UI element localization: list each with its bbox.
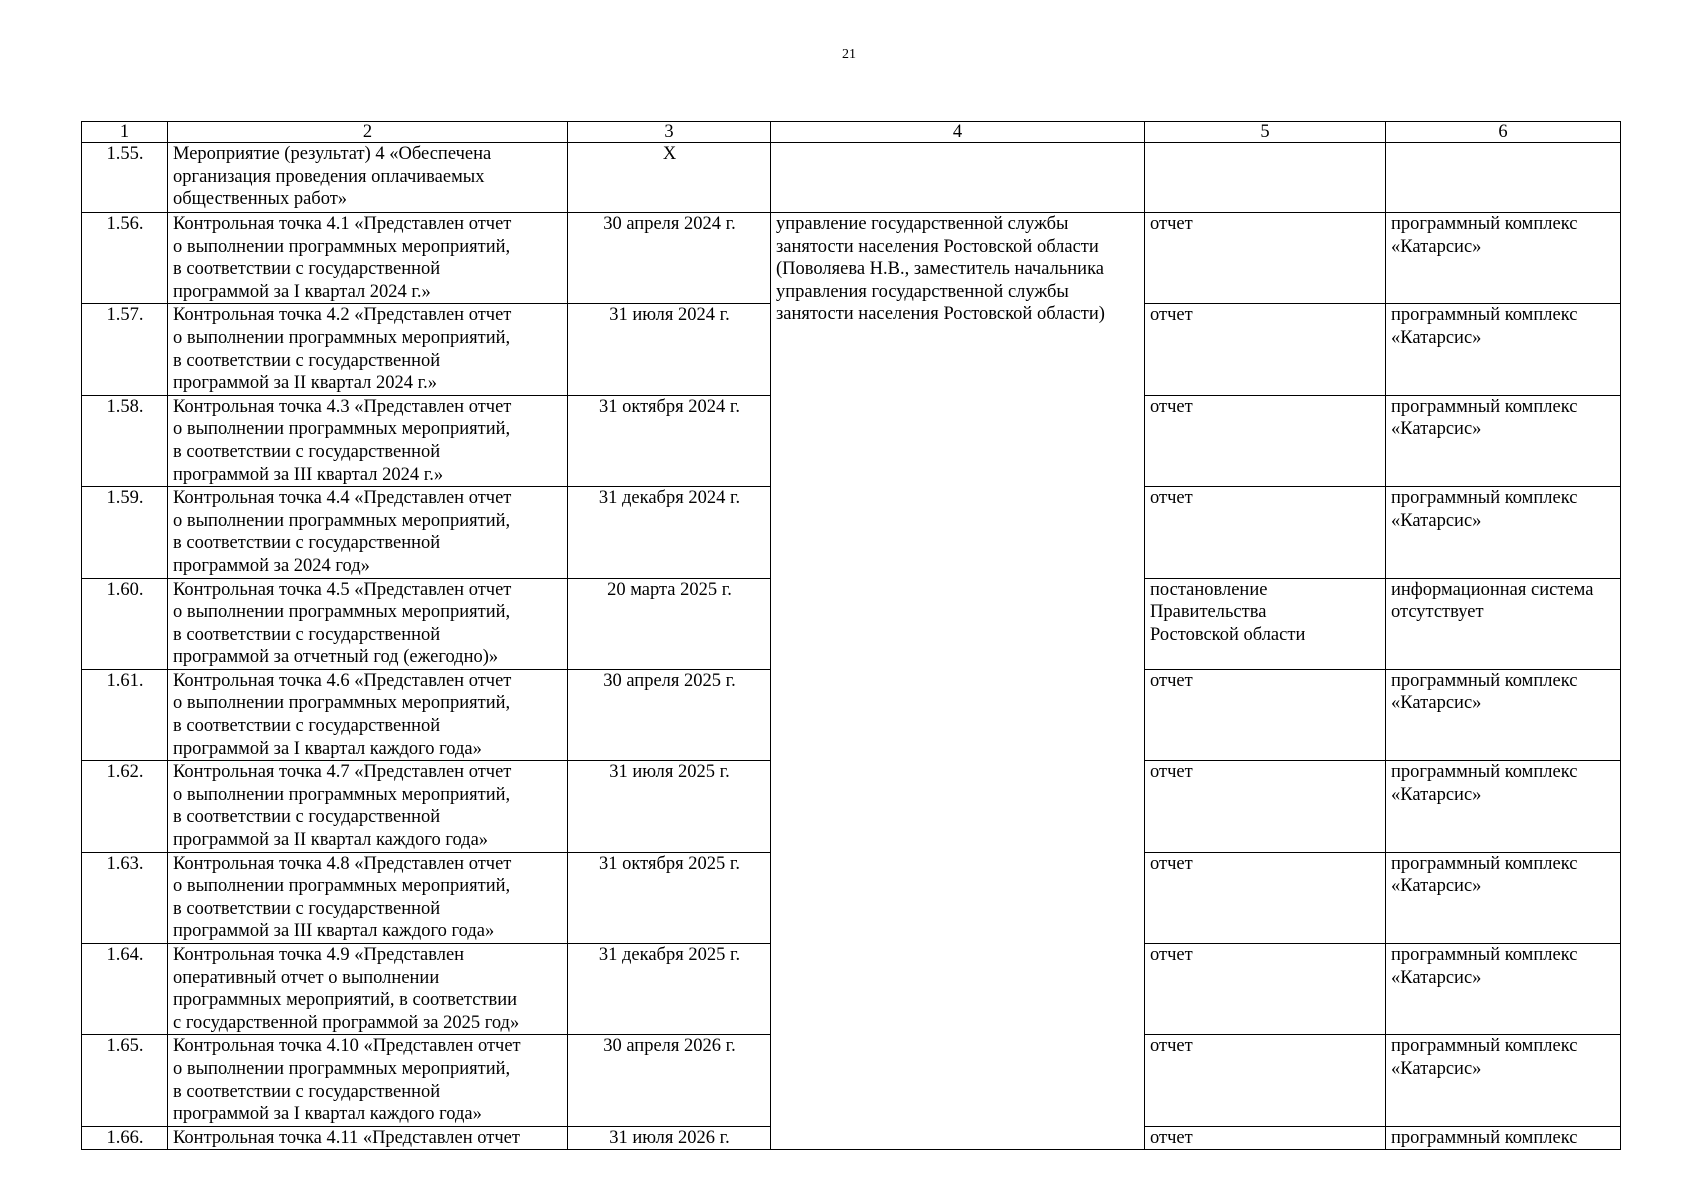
document-type: отчет xyxy=(1145,761,1386,852)
information-system: программный комплекс «Катарсис» xyxy=(1386,487,1621,578)
due-date: 31 декабря 2025 г. xyxy=(568,944,771,1035)
information-system: программный комплекс «Катарсис» xyxy=(1386,761,1621,852)
row-number: 1.62. xyxy=(82,761,168,852)
row-number: 1.64. xyxy=(82,944,168,1035)
information-system: программный комплекс «Катарсис» xyxy=(1386,304,1621,395)
row-number: 1.55. xyxy=(82,143,168,213)
event-name: Контрольная точка 4.1 «Представлен отчет о выполнении программных мероприятий, в соответствии с государственной программой за I квартал 2024 г.» xyxy=(168,213,568,304)
row-number: 1.61. xyxy=(82,669,168,760)
row-number: 1.57. xyxy=(82,304,168,395)
document-type: отчет xyxy=(1145,1035,1386,1126)
due-date: 31 июля 2026 г. xyxy=(568,1126,771,1150)
event-name: Контрольная точка 4.11 «Представлен отчет xyxy=(168,1126,568,1150)
event-name: Контрольная точка 4.4 «Представлен отчет о выполнении программных мероприятий, в соответствии с государственной программой за 2024 год» xyxy=(168,487,568,578)
row-number: 1.63. xyxy=(82,852,168,943)
due-date: 31 июля 2025 г. xyxy=(568,761,771,852)
document-type: отчет xyxy=(1145,852,1386,943)
due-date: 30 апреля 2025 г. xyxy=(568,669,771,760)
information-system: программный комплекс «Катарсис» xyxy=(1386,1035,1621,1126)
document-type: отчет xyxy=(1145,487,1386,578)
row-number: 1.66. xyxy=(82,1126,168,1150)
column-header: 3 xyxy=(568,122,771,143)
responsible-cell-empty xyxy=(771,143,1145,213)
information-system: программный комплекс «Катарсис» xyxy=(1386,395,1621,486)
information-system xyxy=(1386,143,1621,213)
row-number: 1.58. xyxy=(82,395,168,486)
document-type: отчет xyxy=(1145,395,1386,486)
column-header: 5 xyxy=(1145,122,1386,143)
event-name: Контрольная точка 4.6 «Представлен отчет о выполнении программных мероприятий, в соответствии с государственной программой за I квартал каждого года» xyxy=(168,669,568,760)
information-system: программный комплекс «Катарсис» xyxy=(1386,852,1621,943)
event-name: Мероприятие (результат) 4 «Обеспечена организация проведения оплачиваемых общественных работ» xyxy=(168,143,568,213)
event-name: Контрольная точка 4.5 «Представлен отчет о выполнении программных мероприятий, в соответствии с государственной программой за отчетный год (ежегодно)» xyxy=(168,578,568,669)
information-system: программный комплекс «Катарсис» xyxy=(1386,944,1621,1035)
due-date: 20 марта 2025 г. xyxy=(568,578,771,669)
page-number: 21 xyxy=(842,47,856,62)
due-date: 31 октября 2025 г. xyxy=(568,852,771,943)
column-header: 1 xyxy=(82,122,168,143)
row-number: 1.59. xyxy=(82,487,168,578)
due-date: 31 октября 2024 г. xyxy=(568,395,771,486)
document-type: отчет xyxy=(1145,944,1386,1035)
column-header: 2 xyxy=(168,122,568,143)
due-date: 31 июля 2024 г. xyxy=(568,304,771,395)
due-date: X xyxy=(568,143,771,213)
table-row xyxy=(82,143,1621,213)
due-date: 30 апреля 2024 г. xyxy=(568,213,771,304)
document-type xyxy=(1145,143,1386,213)
event-name: Контрольная точка 4.9 «Представлен оперативный отчет о выполнении программных мероприятий, в соответствии с государственной программой за 2025 год» xyxy=(168,944,568,1035)
information-system: программный комплекс xyxy=(1386,1126,1621,1150)
document-type: отчет xyxy=(1145,213,1386,304)
row-number: 1.56. xyxy=(82,213,168,304)
information-system: программный комплекс «Катарсис» xyxy=(1386,213,1621,304)
document-type: отчет xyxy=(1145,669,1386,760)
column-header: 6 xyxy=(1386,122,1621,143)
control-points-table xyxy=(81,121,1621,1150)
document-type: отчет xyxy=(1145,304,1386,395)
column-header: 4 xyxy=(771,122,1145,143)
due-date: 30 апреля 2026 г. xyxy=(568,1035,771,1126)
information-system: программный комплекс «Катарсис» xyxy=(1386,669,1621,760)
event-name: Контрольная точка 4.10 «Представлен отчет о выполнении программных мероприятий, в соответствии с государственной программой за I квартал каждого года» xyxy=(168,1035,568,1126)
row-number: 1.65. xyxy=(82,1035,168,1126)
event-name: Контрольная точка 4.3 «Представлен отчет о выполнении программных мероприятий, в соответствии с государственной программой за III квартал 2024 г.» xyxy=(168,395,568,486)
event-name: Контрольная точка 4.2 «Представлен отчет о выполнении программных мероприятий, в соответствии с государственной программой за II квартал 2024 г.» xyxy=(168,304,568,395)
event-name: Контрольная точка 4.8 «Представлен отчет о выполнении программных мероприятий, в соответствии с государственной программой за III квартал каждого года» xyxy=(168,852,568,943)
column-number-row xyxy=(82,122,1621,143)
information-system: информационная система отсутствует xyxy=(1386,578,1621,669)
table-row xyxy=(82,213,1621,304)
due-date: 31 декабря 2024 г. xyxy=(568,487,771,578)
document-type: отчет xyxy=(1145,1126,1386,1150)
document-type: постановление Правительства Ростовской области xyxy=(1145,578,1386,669)
row-number: 1.60. xyxy=(82,578,168,669)
responsible-executor: управление государственной службы занятости населения Ростовской области (Поволяева Н.В., заместитель начальника управления государственной службы занятости населения Ростовской области) xyxy=(771,213,1145,1150)
event-name: Контрольная точка 4.7 «Представлен отчет о выполнении программных мероприятий, в соответствии с государственной программой за II квартал каждого года» xyxy=(168,761,568,852)
